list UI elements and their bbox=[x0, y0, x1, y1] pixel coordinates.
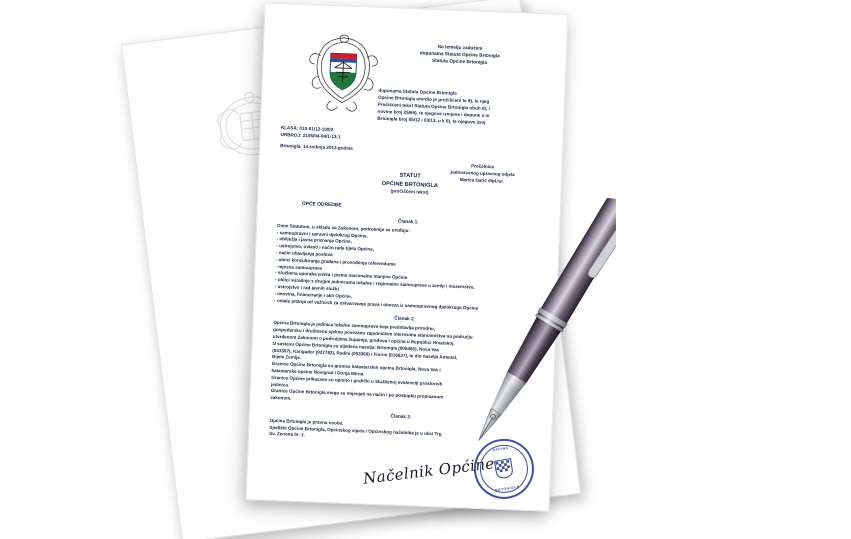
article-1-heading: Članak 1. bbox=[397, 218, 419, 225]
coat-of-arms-icon bbox=[305, 29, 380, 116]
header-title: Na temelju zaduženi dopunama Statuta Općine Brtonigla Statuta Općine Brtonigla bbox=[419, 44, 500, 65]
section-heading: OPĆE ODREDBE bbox=[301, 201, 342, 209]
document-subtitle: (pročišćeni tekst) bbox=[390, 188, 429, 195]
article-3-heading: Članak 3. bbox=[390, 413, 412, 420]
document-meta bbox=[280, 124, 543, 159]
document-header bbox=[281, 22, 546, 128]
klasa-line: KLASA: 010-01/13-10/02 bbox=[280, 125, 334, 133]
stamp-bottom-text: BRTONIGLA bbox=[494, 484, 520, 493]
stamp-top-text: OPĆINA bbox=[492, 445, 509, 453]
handwritten-signature: Načelnik Općine bbox=[362, 454, 496, 488]
urbroj-line: URBROJ: 2105/04-04/1-13-1 bbox=[280, 132, 341, 140]
article-2-heading: Članak 2. bbox=[394, 315, 416, 322]
shield-checkerboard-icon bbox=[493, 457, 514, 480]
article-1-text: Ovim Statutom, u skladu sa Zakonom, podrobnije se uređuju: - samoupravni i upravni djelokrug Općine, - obilježja i javna priznanja Općine, - ustrojstvo, ovlasti i način rada tijela Općine, - način obavljanja poslova - oblici konzultiranja građana i provođenja referenduma - mjesna samouprava - službena uporaba jezika i pisma nacionalne manjine Općine - oblici suradnje s drugim jedinicama lokalne i regionalne samouprave u zemlji i inozemstvu, - ustrojstvo i rad javnih službi - imovina, financiranje i akti Općine, - ostala pitanja od važnosti za ostvarivanje prava i obveza iz samoupravnog djelokruga Općine bbox=[274, 222, 479, 311]
header-paragraph: dopunama Statuta Općine Brtonigla Općine Brtonigla utvrdio je pročišćeni te 9), te njeg Pročišćeni tekst Statuta Općine Brtonigla obuh 9), i novine broj 25/69), te njegove izmjene i dopune a m Brtonigla broj 05/12 i 03/13, u k 9), te njegove izmj bbox=[377, 87, 490, 125]
front-document-page bbox=[246, 2, 569, 511]
page-content bbox=[247, 3, 568, 510]
place-date-line: Brtonigla, 14.svibnja 2013.godine bbox=[280, 143, 353, 152]
article-3-text: Općina Brtonigla je pravna osoba. Sjedište Općine Brtonigla, Općinskog vijeća i Općinskog načelnika je u ulici Trg Sv. Zenona br. 1. bbox=[269, 417, 442, 438]
article-2-text: Općina Brtonigla je jedinica lokalne samouprave koja predstavlja prirodnu, gospodarsku i društvenu cjelinu povezanu zajedničkim interesima stanovništva na području utvrđenom Zakonom o područjima županija, gradova i općina u Republici Hrvatskoj. U sastavu Općine Brtonigla su sljedeća naselja: Brtonigla (006465), Nova Vas (043397), Karigador (027782), Radini (053369) i Fiorini (016837), te dio naselja Antenal, Bijele Zemlje. Granice Općine Brtonigla su granice katastarskih općina Brtonigla, Nova Vas i katastarske općine Novigrad i Donja Mirna. Granice Općine prikazane su opisno i grafički u Službenoj evidenciji prostornih jedinica. Granice Općine Brtonigla mogu se mijenjati na način i po postupku propisanom zakonom. bbox=[270, 320, 473, 401]
document-title: STATUT OPĆINE BRTONIGLA bbox=[381, 172, 438, 189]
signer-block: Pročelnica Jedinstvenog upravnog odjela Marica Garić dipl.iur. bbox=[449, 163, 515, 184]
